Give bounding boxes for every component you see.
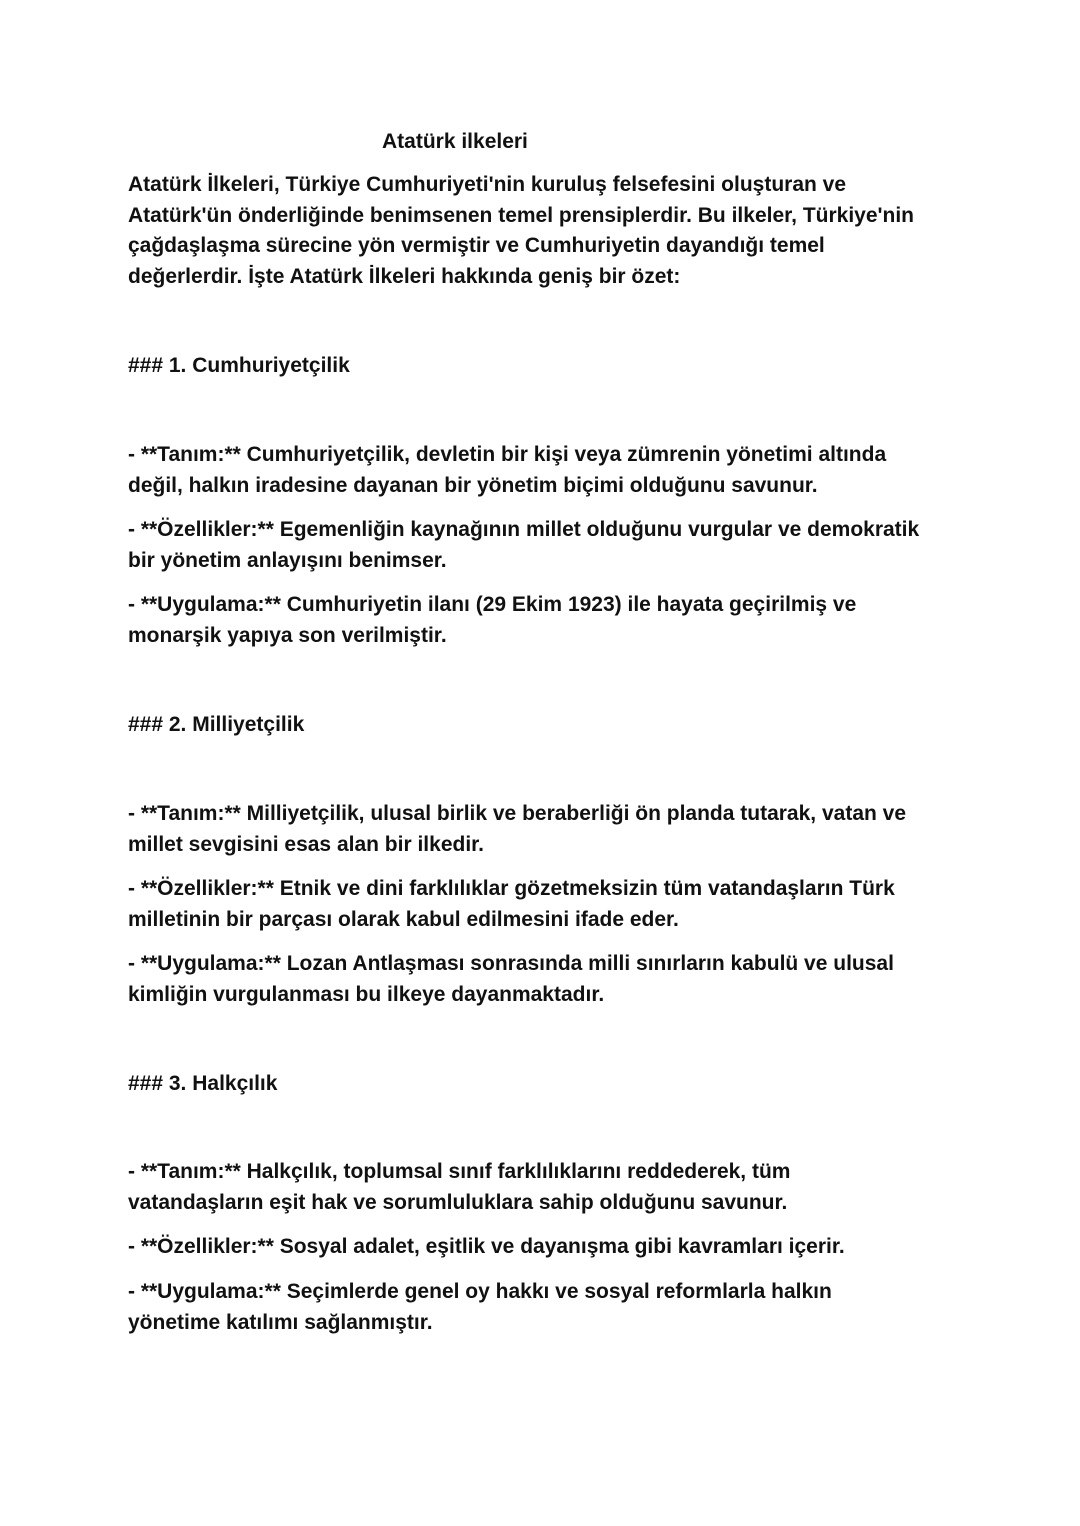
intro-line: Atatürk'ün önderliğinde benimsenen temel prensiplerdir. Bu ilkeler, Türkiye'nin <box>128 203 915 227</box>
document-title: Atatürk ilkeleri <box>382 130 528 153</box>
section-heading-halkcilik: ### 3. Halkçılık <box>128 1072 278 1095</box>
item-line: - **Özellikler:** Etnik ve dini farklılıklar gözetmeksizin tüm vatandaşların Türk <box>128 877 895 900</box>
section-2-item-ozellikler <box>128 874 968 935</box>
item-line: yönetime katılımı sağlanmıştır. <box>128 1310 433 1334</box>
item-line: kimliğin vurgulanması bu ilkeye dayanmaktadır. <box>128 982 605 1006</box>
section-1-item-ozellikler <box>128 515 968 576</box>
item-line: millet sevgisini esas alan bir ilkedir. <box>128 832 485 856</box>
section-3-item-ozellikler <box>128 1232 968 1263</box>
item-line: - **Uygulama:** Lozan Antlaşması sonrasında milli sınırların kabulü ve ulusal <box>128 952 894 975</box>
item-line: vatandaşların eşit hak ve sorumluluklara sahip olduğunu savunur. <box>128 1190 788 1214</box>
section-1-item-uygulama <box>128 590 968 651</box>
item-line: bir yönetim anlayışını benimser. <box>128 548 447 572</box>
item-line: milletinin bir parçası olarak kabul edilmesini ifade eder. <box>128 907 679 931</box>
section-heading-cumhuriyetcilik: ### 1. Cumhuriyetçilik <box>128 354 350 377</box>
item-line: - **Özellikler:** Egemenliğin kaynağının millet olduğunu vurgular ve demokratik <box>128 518 920 541</box>
intro-line: değerlerdir. İşte Atatürk İlkeleri hakkında geniş bir özet: <box>128 264 681 288</box>
section-2-item-tanim <box>128 799 968 860</box>
section-2-item-uygulama <box>128 949 968 1010</box>
item-line: - **Tanım:** Milliyetçilik, ulusal birlik ve beraberliği ön planda tutarak, vatan ve <box>128 802 907 825</box>
item-line: değil, halkın iradesine dayanan bir yönetim biçimi olduğunu savunur. <box>128 473 818 497</box>
section-3-item-tanim <box>128 1157 968 1218</box>
intro-line: çağdaşlaşma sürecine yön vermiştir ve Cumhuriyetin dayandığı temel <box>128 234 825 257</box>
item-line: monarşik yapıya son verilmiştir. <box>128 623 447 647</box>
item-line: - **Özellikler:** Sosyal adalet, eşitlik ve dayanışma gibi kavramları içerir. <box>128 1235 845 1258</box>
intro-line: Atatürk İlkeleri, Türkiye Cumhuriyeti'nin kuruluş felsefesini oluşturan ve <box>128 173 847 196</box>
section-1-item-tanim <box>128 440 968 501</box>
item-line: - **Uygulama:** Seçimlerde genel oy hakkı ve sosyal reformlarla halkın <box>128 1280 832 1303</box>
intro-paragraph <box>128 170 968 292</box>
section-heading-milliyetcilik: ### 2. Milliyetçilik <box>128 713 305 736</box>
item-line: - **Tanım:** Cumhuriyetçilik, devletin bir kişi veya zümrenin yönetimi altında <box>128 443 887 466</box>
item-line: - **Uygulama:** Cumhuriyetin ilanı (29 Ekim 1923) ile hayata geçirilmiş ve <box>128 593 857 616</box>
section-3-item-uygulama <box>128 1277 968 1338</box>
item-line: - **Tanım:** Halkçılık, toplumsal sınıf farklılıklarını reddederek, tüm <box>128 1160 791 1183</box>
